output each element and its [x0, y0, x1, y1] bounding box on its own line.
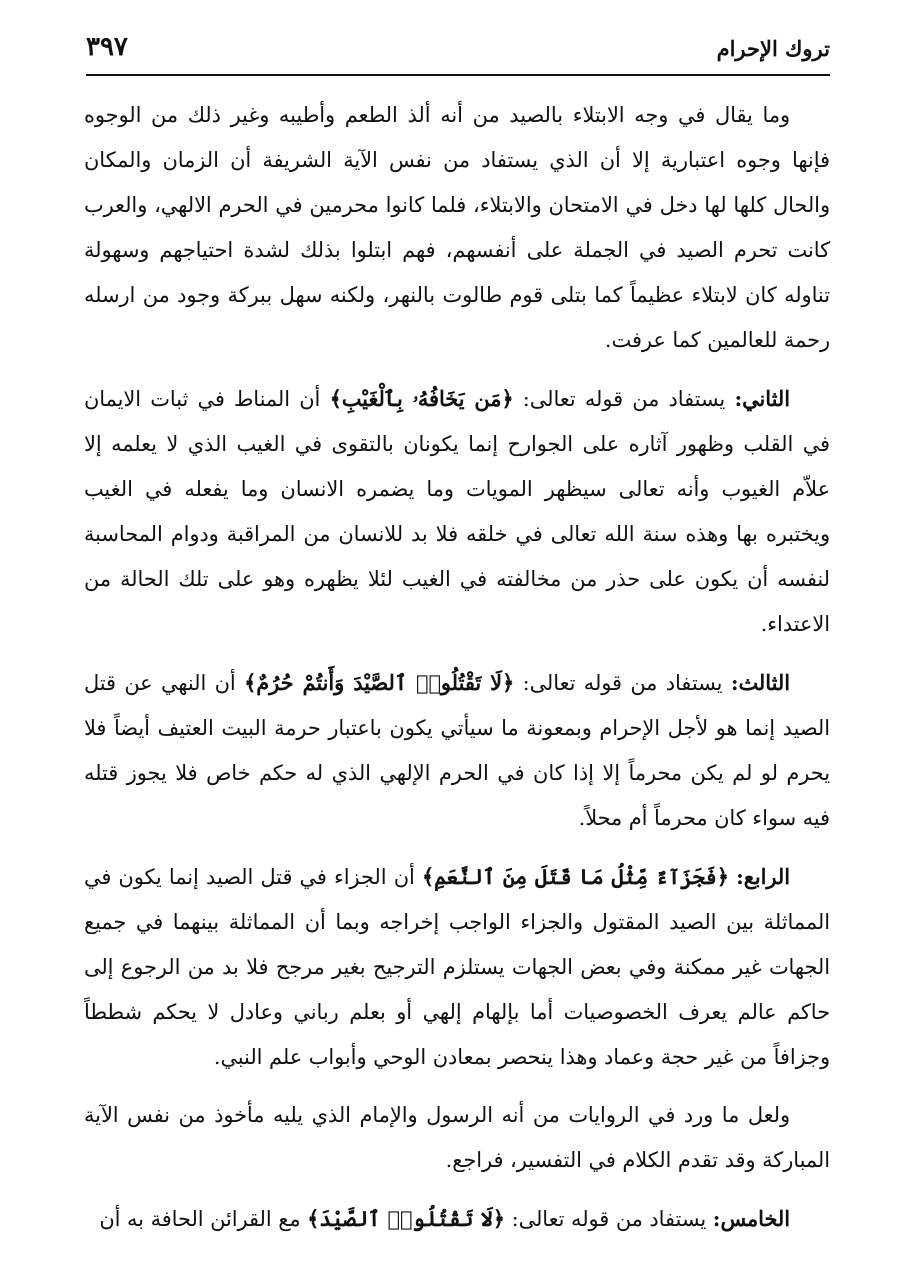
quran-quote: ﴿لَا تَقْتُلُوا۟ ٱلصَّيْدَ وَأَنتُمْ حُرُمٌ﴾	[244, 670, 515, 695]
paragraph-text: يستفاد من قوله تعالى:	[522, 387, 726, 411]
paragraph-text: وما يقال في وجه الابتلاء بالصيد من أنه ألذ الطعم وأطيبه وغير ذلك من الوجوه فإنها وجوه اعتبارية إلا أن الذي يستفاد من نفس الآية الشريفة أن الزمان والمكان والحال كلها لها دخل في الامتحان والابتلاء، فلما كانوا محرمين في الحرم الالهي، والعرب كانت تحرم الصيد في الجملة على أنفسهم، فهم ابتلوا بذلك لشدة احتياجهم وسهولة تناوله كان لابتلاء عظيماً كما بتلى قوم طالوت بالنهر، ولكنه سهل ببركة وجود من ارسله رحمة للعالمين كما عرفت.	[84, 103, 830, 352]
chapter-title: تروك الإحرام	[716, 36, 830, 61]
point-label: الرابع:	[736, 864, 790, 889]
paragraph-note	[84, 1093, 830, 1183]
point-label: الثاني:	[734, 386, 790, 411]
paragraph-second	[84, 376, 830, 647]
paragraph-text: أن الجزاء في قتل الصيد إنما يكون في المماثلة بين الصيد المقتول والجزاء الواجب إخراجه وبما أن المماثلة بينهما في جميع الجهات غير ممكنة وفي بعض الجهات يستلزم الترجيح بغير مرجح فلا بد من الرجوع إلى حاكم عالم يعرف الخصوصيات أما بإلهام إلهي أو بعلم رباني وعادل لا يحكم شططاً وجزافاً من غير حجة وعماد وهذا ينحصر بمعادن الوحي وأبواب علم النبي.	[84, 865, 830, 1069]
paragraph-text: أن النهي عن قتل الصيد إنما هو لأجل الإحرام وبمعونة ما سيأتي يكون باعتبار حرمة البيت العتيف أيضاً فلا يحرم لو لم يكن محرماً إلا إذا كان في الحرم الإلهي الذي له حكم خاص فلا يجوز قتله فيه سواء كان محرماً أم محلاً.	[84, 671, 830, 830]
paragraph-text: مع القرائن الحافة به أن	[99, 1207, 301, 1231]
running-header	[86, 30, 830, 76]
paragraph-text: أن المناط في ثبات الايمان في القلب وظهور آثاره على الجوارح إنما يكونان بالتقوى في الغيب الذي لا يعلمه إلا علاّم الغيوب وأنه تعالى سيظهر المويات وما يضمره الانسان وما يفعله في الغيب ويختبره بها وهذه سنة الله تعالى في خلقه فلا بد للانسان من المراقبة ودوام المحاسبة لنفسه أن يكون على حذر من مخالفته في الغيب لئلا يظهره وهو على تلك الحالة من الاعتداء.	[84, 387, 830, 636]
paragraph-text: ولعل ما ورد في الروايات من أنه الرسول والإمام الذي يليه مأخوذ من نفس الآية المباركة وقد تقدم الكلام في التفسير، فراجع.	[84, 1103, 830, 1172]
paragraph-fourth	[84, 854, 830, 1080]
page-number: ٣٩٧	[86, 32, 128, 62]
page-body	[84, 93, 830, 1242]
paragraph-fifth	[84, 1196, 830, 1242]
paragraph-third	[84, 660, 830, 841]
quran-quote: ﴿لَا تَقْتُلُوا۟ ٱلصَّيْدَ﴾	[307, 1206, 505, 1231]
quran-quote: ﴿فَجَزَآءٌ مِّثْلُ مَا قَتَلَ مِنَ ٱلنَّعَمِ﴾	[421, 864, 729, 889]
paragraph-text: يستفاد من قوله تعالى:	[511, 1207, 707, 1231]
paragraph-intro	[84, 93, 830, 363]
paragraph-text: يستفاد من قوله تعالى:	[522, 671, 723, 695]
header-rule	[86, 74, 830, 76]
point-label: الخامس:	[712, 1206, 790, 1231]
point-label: الثالث:	[730, 670, 790, 695]
quran-quote: ﴿مَن يَخَافُهُۥ بِٱلْغَيْبِ﴾	[329, 386, 514, 411]
